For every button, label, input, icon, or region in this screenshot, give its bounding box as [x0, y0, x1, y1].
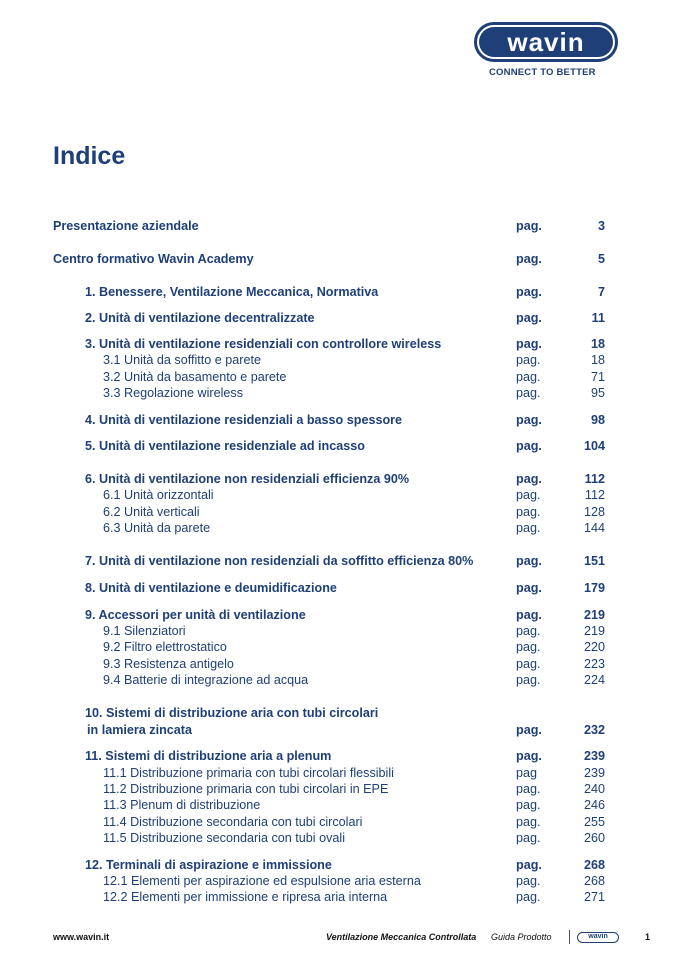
toc-label: 12.1 Elementi per aspirazione ed espulsione aria esterna	[103, 874, 421, 888]
toc-entry	[0, 781, 678, 797]
toc-page-number: 268	[583, 874, 605, 888]
toc-label: 11.5 Distribuzione secondaria con tubi ovali	[103, 831, 345, 845]
toc-entry	[0, 639, 678, 655]
toc-page-number: 128	[583, 505, 605, 519]
toc-label: 9. Accessori per unità di ventilazione	[85, 608, 306, 622]
toc-page-number: 268	[583, 858, 605, 872]
toc-page-number: 95	[590, 386, 605, 400]
toc-pag: pag.	[516, 370, 541, 384]
toc-label: 2. Unità di ventilazione decentralizzate	[85, 311, 315, 325]
toc-entry	[0, 504, 678, 520]
toc-label: 6.1 Unità orizzontali	[103, 488, 214, 502]
toc-entry	[0, 857, 678, 873]
toc-page-number: 232	[583, 723, 605, 737]
toc-page-number: 112	[584, 472, 605, 486]
toc-entry	[0, 623, 678, 639]
toc-pag: pag.	[516, 505, 541, 519]
toc-pag: pag.	[516, 624, 541, 638]
footer-divider	[569, 930, 570, 944]
toc-page-number: 260	[583, 831, 605, 845]
toc-entry	[0, 722, 678, 738]
toc-entry	[0, 580, 678, 596]
toc-label: 11.2 Distribuzione primaria con tubi circolari in EPE	[103, 782, 389, 796]
toc-pag: pag.	[516, 673, 541, 687]
footer-doc-title: Ventilazione Meccanica Controllata	[326, 932, 477, 942]
toc-entry	[0, 369, 678, 385]
toc-pag: pag.	[516, 657, 541, 671]
toc-label: 3.3 Regolazione wireless	[103, 386, 244, 400]
toc-page-number: 7	[597, 285, 605, 299]
toc-page-number: 144	[583, 521, 605, 535]
toc-entry	[0, 672, 678, 688]
toc-pag: pag.	[516, 874, 541, 888]
toc-page-number: 240	[583, 782, 605, 796]
page-footer	[0, 930, 678, 946]
toc-label: 4. Unità di ventilazione residenziali a basso spessore	[85, 413, 403, 427]
toc-pag: pag.	[516, 311, 542, 325]
toc-entry	[0, 873, 678, 889]
toc-label: 11.4 Distribuzione secondaria con tubi circolari	[103, 815, 363, 829]
footer-page-number: 1	[645, 932, 651, 942]
toc-page-number: 104	[583, 439, 605, 453]
toc-page-number: 18	[590, 353, 605, 367]
toc-entry	[0, 284, 678, 300]
toc-page-number: 112	[584, 488, 605, 502]
toc-entry	[0, 385, 678, 401]
wavin-logo	[474, 22, 618, 62]
toc-pag: pag.	[516, 521, 541, 535]
toc-label: 10. Sistemi di distribuzione aria con tubi circolari	[85, 706, 379, 720]
toc-label: 9.1 Silenziatori	[103, 624, 186, 638]
toc-pag: pag.	[516, 815, 541, 829]
toc-label: 5. Unità di ventilazione residenziale ad incasso	[85, 439, 365, 453]
toc-pag: pag.	[516, 439, 542, 453]
page-title: Indice	[53, 142, 126, 170]
toc-entry	[0, 607, 678, 623]
toc-page-number: 239	[583, 766, 605, 780]
toc-entry	[0, 352, 678, 368]
toc-label: 12.2 Elementi per immissione e ripresa aria interna	[103, 890, 388, 904]
toc-page-number: 179	[583, 581, 605, 595]
toc-pag: pag.	[516, 640, 541, 654]
toc-label: 7. Unità di ventilazione non residenziali da soffitto efficienza 80%	[85, 554, 474, 568]
toc-pag: pag.	[516, 890, 541, 904]
toc-entry	[0, 553, 678, 569]
toc-page-number: 224	[583, 673, 605, 687]
toc-page-number: 239	[583, 749, 605, 763]
toc-pag: pag.	[516, 252, 542, 266]
toc-label: in lamiera zincata	[87, 723, 192, 737]
toc-pag: pag.	[516, 472, 542, 486]
toc-pag: pag.	[516, 386, 541, 400]
toc-label: Centro formativo Wavin Academy	[53, 252, 254, 266]
toc-pag: pag.	[516, 413, 542, 427]
toc-pag: pag.	[516, 831, 541, 845]
toc-label: 1. Benessere, Ventilazione Meccanica, Normativa	[85, 285, 379, 299]
toc-page-number: 71	[590, 370, 605, 384]
toc-page-number: 3	[597, 219, 605, 233]
toc-pag: pag.	[516, 337, 542, 351]
toc-entry	[0, 797, 678, 813]
toc-entry	[0, 765, 678, 781]
toc-page-number: 5	[597, 252, 605, 266]
toc-page-number: 223	[583, 657, 605, 671]
logo-text: wavin	[479, 27, 613, 57]
toc-pag: pag.	[516, 554, 542, 568]
toc-label: Presentazione aziendale	[53, 219, 199, 233]
toc-pag: pag.	[516, 782, 541, 796]
toc-pag: pag.	[516, 581, 542, 595]
toc-pag: pag.	[516, 219, 542, 233]
toc-pag: pag.	[516, 285, 542, 299]
toc-pag: pag.	[516, 798, 541, 812]
toc-label: 8. Unità di ventilazione e deumidificazione	[85, 581, 337, 595]
toc-label: 3.1 Unità da soffitto e parete	[103, 353, 261, 367]
toc-label: 3. Unità di ventilazione residenziali con controllore wireless	[85, 337, 442, 351]
toc-label: 12. Terminali di aspirazione e immissione	[85, 858, 332, 872]
toc-page-number: 11	[591, 311, 605, 325]
toc-page-number: 219	[583, 624, 605, 638]
toc-label: 9.4 Batterie di integrazione ad acqua	[103, 673, 309, 687]
toc-label: 6.3 Unità da parete	[103, 521, 211, 535]
toc-entry	[0, 438, 678, 454]
logo-tagline: CONNECT TO BETTER	[489, 67, 596, 78]
toc-page-number: 18	[590, 337, 605, 351]
toc-page-number: 151	[583, 554, 605, 568]
toc-label: 6. Unità di ventilazione non residenziali efficienza 90%	[85, 472, 410, 486]
toc-pag: pag.	[516, 488, 541, 502]
toc-page-number: 220	[583, 640, 605, 654]
toc-entry	[0, 830, 678, 846]
toc-entry	[0, 487, 678, 503]
toc-pag: pag.	[516, 858, 542, 872]
toc-label: 9.3 Resistenza antigelo	[103, 657, 234, 671]
toc-entry	[0, 889, 678, 905]
toc-entry	[0, 336, 678, 352]
toc-entry	[0, 218, 678, 234]
toc-entry	[0, 814, 678, 830]
toc-entry	[0, 251, 678, 267]
toc-label: 3.2 Unità da basamento e parete	[103, 370, 287, 384]
toc-pag: pag.	[516, 608, 542, 622]
toc-entry	[0, 471, 678, 487]
toc-page-number: 271	[583, 890, 605, 904]
toc-page-number: 98	[590, 413, 605, 427]
toc-pag: pag.	[516, 749, 542, 763]
toc-pag: pag.	[516, 353, 541, 367]
toc-label: 11.3 Plenum di distribuzione	[103, 798, 261, 812]
toc-entry	[0, 412, 678, 428]
footer-doc-subtitle: Guida Prodotto	[491, 932, 552, 942]
toc-label: 6.2 Unità verticali	[103, 505, 200, 519]
toc-label: 11. Sistemi di distribuzione aria a plenum	[85, 749, 332, 763]
toc-label: 11.1 Distribuzione primaria con tubi circolari flessibili	[103, 766, 394, 780]
footer-url: www.wavin.it	[53, 932, 110, 942]
toc-entry	[0, 656, 678, 672]
toc-pag: pag.	[516, 723, 542, 737]
toc-page-number: 219	[583, 608, 605, 622]
toc-page-number: 255	[583, 815, 605, 829]
toc-page-number: 246	[583, 798, 605, 812]
toc-label: 9.2 Filtro elettrostatico	[103, 640, 227, 654]
toc-entry	[0, 705, 678, 721]
toc-entry	[0, 748, 678, 764]
toc-entry	[0, 520, 678, 536]
footer-wavin-logo: wavin	[577, 932, 619, 943]
toc-entry	[0, 310, 678, 326]
toc-pag: pag	[516, 766, 538, 780]
